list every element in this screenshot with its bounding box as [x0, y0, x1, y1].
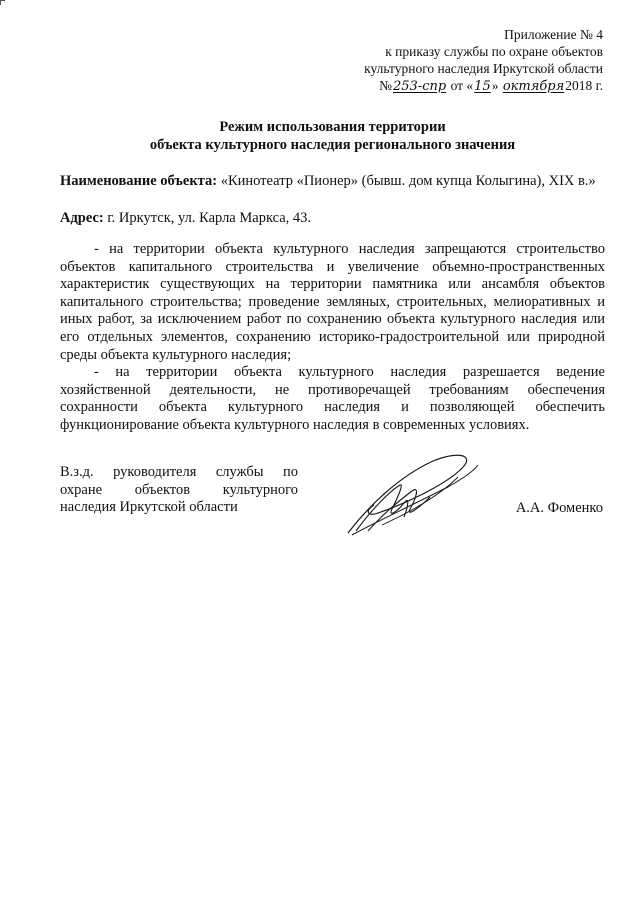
date-open-quote: « — [466, 78, 474, 93]
date-close-quote: » — [491, 78, 499, 93]
number-sign: № — [379, 78, 392, 93]
order-number-handwritten: 253-спр — [393, 79, 447, 94]
object-name-value: «Кинотеатр «Пионер» (бывш. дом купца Колыгина), XIX в.» — [220, 173, 596, 189]
date-month-handwritten: октября — [502, 79, 565, 94]
address-value: г. Иркутск, ул. Карла Маркса, 43. — [107, 210, 312, 226]
appendix-number: Приложение № 4 — [504, 27, 603, 42]
signatory-position — [60, 464, 298, 517]
title-line-1: Режим использования территории — [219, 119, 446, 135]
appendix-order-ref: к приказу службы по охране объектов — [385, 44, 603, 59]
handwritten-signature — [338, 447, 484, 539]
position-line-3: наследия Иркутской области — [60, 499, 238, 516]
restriction-paragraph: - на территории объекта культурного наследия запрещаются строительство объектов капитального строительства и увеличение объемно-пространственных характеристик существующих на территории памятника или ансамбля объектов капитального строительства; проведение земляных, строительных, мелиоративных и иных работ, за исключением работ по сохранению объекта культурного наследия или его отдельных элементов, сохранению историко-градостроительной или природной среды объекта культурного наследия; — [60, 241, 605, 363]
signatory-name: А.А. Фоменко — [515, 500, 603, 516]
date-from: от — [450, 78, 464, 93]
date-day-handwritten: 15 — [474, 79, 491, 94]
scan-corner-mark — [0, 0, 5, 5]
regime-body — [60, 241, 605, 435]
order-number-date — [273, 77, 603, 95]
appendix-header — [273, 26, 603, 95]
position-line-1: В.з.д. руководителя службы по — [60, 464, 298, 480]
appendix-agency: культурного наследия Иркутской области — [364, 61, 603, 76]
object-address — [60, 209, 605, 227]
position-line-2: охране объектов культурного — [60, 481, 298, 498]
date-year: 2018 г. — [565, 78, 603, 93]
document-title — [60, 118, 605, 154]
title-line-2: объекта культурного наследия регионального значения — [149, 137, 516, 153]
address-label: Адрес: — [60, 210, 104, 226]
object-name — [60, 172, 605, 190]
permission-paragraph: - на территории объекта культурного наследия разрешается ведение хозяйственной деятельности, не противоречащей требованиям обеспечения сохранности объекта культурного наследия и позволяющей обеспечить функционирование объекта культурного наследия в современных условиях. — [60, 364, 605, 433]
object-name-label: Наименование объекта: — [60, 173, 218, 189]
